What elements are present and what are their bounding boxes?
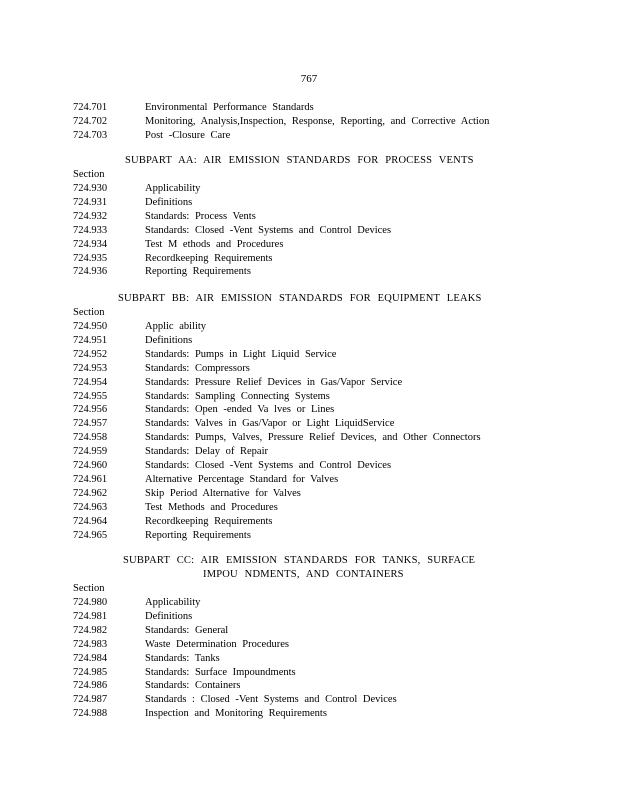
section-number: 724.955 <box>73 390 108 402</box>
section-number: 724.981 <box>73 610 108 622</box>
section-number: 724.984 <box>73 652 108 664</box>
section-title: Standards: General <box>145 624 229 636</box>
section-title: Standards: Valves in Gas/Vapor or Light LiquidService <box>145 418 395 430</box>
section-number: 724.931 <box>73 196 108 208</box>
section-title: Definitions <box>145 610 193 622</box>
section-number: 724.982 <box>73 624 108 636</box>
section-title: Post -Closure Care <box>145 129 231 141</box>
section-number: 724.702 <box>73 115 108 127</box>
section-number: 724.952 <box>73 348 108 360</box>
section-number: 724.963 <box>73 501 108 513</box>
section-title: Standards: Pressure Relief Devices in Gas/Vapor Service <box>145 376 403 388</box>
section-title: Standards: Closed -Vent Systems and Control Devices <box>145 224 392 236</box>
section-label: Section <box>73 169 105 180</box>
section-title: Applicability <box>145 597 201 608</box>
section-title: Standards: Open -ended Va lves or Lines <box>145 404 335 416</box>
toc-entry <box>0 459 618 473</box>
section-number: 724.936 <box>73 266 108 278</box>
section-title: Standards: Surface Impoundments <box>145 666 296 678</box>
section-label: Section <box>73 307 105 318</box>
toc-entry <box>0 666 618 680</box>
section-number: 724.954 <box>73 376 108 388</box>
section-number: 724.933 <box>73 224 108 236</box>
section-number: 724.958 <box>73 432 108 444</box>
toc-entry <box>0 473 618 487</box>
toc-entry <box>0 403 618 417</box>
toc-entry <box>0 196 618 210</box>
toc-entry <box>0 115 618 129</box>
section-number: 724.956 <box>73 404 108 416</box>
section-title: Standards: Pumps, Valves, Pressure Relief Devices, and Other Connectors <box>145 432 481 444</box>
section-title: Alternative Percentage Standard for Valves <box>145 473 339 485</box>
section-number: 724.935 <box>73 252 108 264</box>
section-title: Reporting Requirements <box>145 266 251 278</box>
section-number: 724.950 <box>73 321 108 332</box>
section-title: Monitoring, Analysis,Inspection, Response, Reporting, and Corrective Action <box>145 115 490 127</box>
section-number: 724.703 <box>73 129 108 141</box>
section-title: Test M ethods and Procedures <box>145 238 284 250</box>
section-title: Standards: Process Vents <box>145 210 256 222</box>
toc-entry <box>0 390 618 404</box>
section-title: Standards: Pumps in Light Liquid Service <box>145 348 337 360</box>
toc-entry <box>0 515 618 529</box>
toc-entry <box>0 224 618 238</box>
section-title: Test Methods and Procedures <box>145 501 278 513</box>
section-title: Definitions <box>145 334 193 346</box>
toc-entry <box>0 529 618 543</box>
toc-entry <box>0 129 618 143</box>
section-title: Skip Period Alternative for Valves <box>145 487 301 499</box>
toc-entry <box>0 693 618 707</box>
subpart-heading: SUBPART AA: AIR EMISSION STANDARDS FOR PROCESS VENTS <box>125 155 474 166</box>
section-number: 724.983 <box>73 638 108 650</box>
section-number: 724.930 <box>73 183 108 194</box>
section-title: Reporting Requirements <box>145 529 251 541</box>
section-title: Standards: Containers <box>145 680 241 692</box>
toc-entry <box>0 596 618 610</box>
section-number: 724.964 <box>73 515 108 527</box>
section-number: 724.951 <box>73 334 108 346</box>
toc-entry <box>0 417 618 431</box>
section-number: 724.932 <box>73 210 108 222</box>
section-title: Recordkeeping Requirements <box>145 252 273 264</box>
toc-entry <box>0 501 618 515</box>
toc-entry <box>0 334 618 348</box>
toc-entry <box>0 679 618 693</box>
section-title: Applicability <box>145 183 201 194</box>
section-title: Waste Determination Procedures <box>145 638 289 650</box>
section-title: Applic ability <box>145 321 207 332</box>
section-number: 724.962 <box>73 487 108 499</box>
section-title: Standards: Delay of Repair <box>145 446 269 458</box>
toc-entry <box>0 445 618 459</box>
section-number: 724.987 <box>73 694 108 706</box>
subpart-heading: SUBPART BB: AIR EMISSION STANDARDS FOR EQUIPMENT LEAKS <box>118 293 482 304</box>
section-title: Standards: Sampling Connecting Systems <box>145 390 330 402</box>
section-number: 724.960 <box>73 460 108 471</box>
section-title: Standards: Tanks <box>145 652 220 664</box>
toc-entry <box>0 652 618 666</box>
toc-entry <box>0 362 618 376</box>
toc-entry <box>0 431 618 445</box>
toc-entry <box>0 238 618 252</box>
toc-entry <box>0 320 618 334</box>
section-title: Standards: Compressors <box>145 362 250 374</box>
toc-entry <box>0 210 618 224</box>
toc-entry <box>0 182 618 196</box>
section-number: 724.957 <box>73 418 108 430</box>
toc-entry <box>0 348 618 362</box>
section-number: 724.965 <box>73 529 108 541</box>
section-number: 724.986 <box>73 680 108 692</box>
page-number: 767 <box>300 73 318 85</box>
toc-entry <box>0 101 618 115</box>
toc-entry <box>0 624 618 638</box>
toc-entry <box>0 638 618 652</box>
section-title: Definitions <box>145 196 193 208</box>
toc-entry <box>0 610 618 624</box>
section-title: Standards : Closed -Vent Systems and Control Devices <box>145 694 397 706</box>
toc-entry <box>0 487 618 501</box>
section-title: Inspection and Monitoring Requirements <box>145 708 327 720</box>
section-number: 724.980 <box>73 597 108 608</box>
subpart-heading: SUBPART CC: AIR EMISSION STANDARDS FOR TANKS, SURFACE <box>123 555 476 566</box>
toc-entry <box>0 252 618 266</box>
section-title: Recordkeeping Requirements <box>145 515 273 527</box>
section-number: 724.934 <box>73 238 108 250</box>
toc-entry <box>0 376 618 390</box>
section-number: 724.959 <box>73 446 108 458</box>
section-number: 724.701 <box>73 102 108 113</box>
section-number: 724.961 <box>73 473 108 485</box>
toc-entry <box>0 707 618 721</box>
section-number: 724.988 <box>73 708 108 720</box>
section-label: Section <box>73 583 105 594</box>
section-title: Environmental Performance Standards <box>145 102 314 113</box>
toc-entry <box>0 265 618 279</box>
section-number: 724.953 <box>73 362 108 374</box>
section-title: Standards: Closed -Vent Systems and Control Devices <box>145 460 392 471</box>
subpart-heading: IMPOU NDMENTS, AND CONTAINERS <box>203 569 404 580</box>
section-number: 724.985 <box>73 666 108 678</box>
